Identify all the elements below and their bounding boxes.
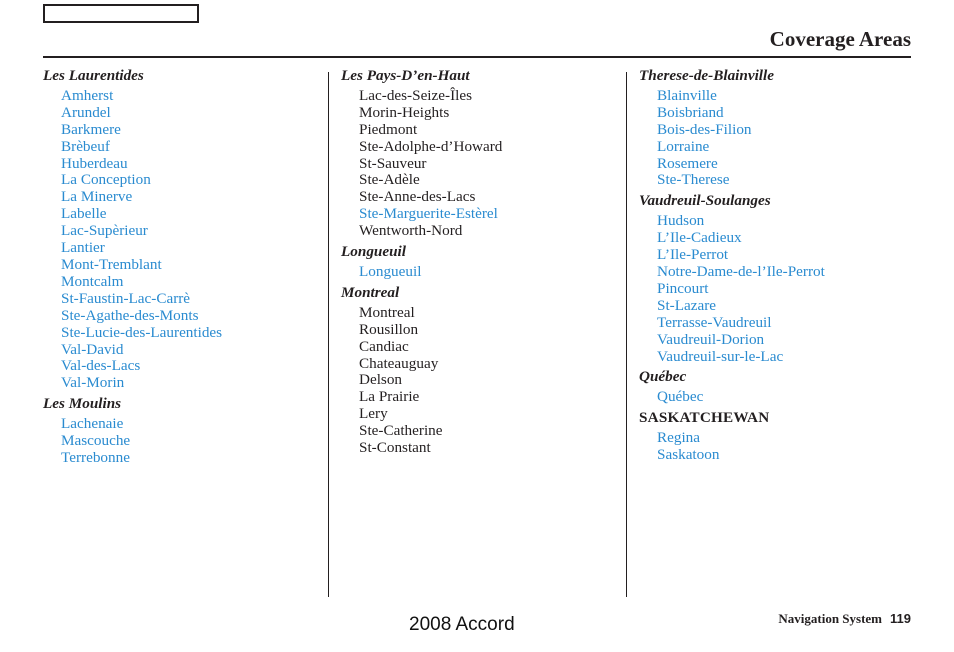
province-heading: SASKATCHEWAN bbox=[639, 409, 770, 427]
city-link[interactable]: Ste-Lucie-des-Laurentides bbox=[61, 323, 223, 341]
header-tab-box bbox=[43, 4, 199, 23]
city-link[interactable]: Vaudreuil-sur-le-Lac bbox=[657, 347, 784, 365]
section-heading: Therese-de-Blainville bbox=[639, 67, 774, 84]
city-link[interactable]: Amherst bbox=[61, 86, 114, 104]
city-name: St-Constant bbox=[359, 439, 431, 457]
section-heading: Les Moulins bbox=[43, 395, 122, 413]
page-title: Coverage Areas bbox=[769, 27, 911, 51]
city-name: Chateauguay bbox=[359, 354, 439, 372]
city-name: Rousillon bbox=[359, 320, 419, 338]
section-heading: Les Laurentides bbox=[43, 67, 144, 84]
city-link[interactable]: Regina bbox=[657, 429, 701, 447]
city-name: Piedmont bbox=[359, 120, 418, 138]
city-link[interactable]: St-Lazare bbox=[657, 296, 717, 314]
city-name: Montreal bbox=[359, 303, 415, 321]
city-link[interactable]: La Conception bbox=[61, 171, 151, 189]
city-link[interactable]: Vaudreuil-Dorion bbox=[657, 330, 765, 348]
city-name: Wentworth-Nord bbox=[359, 222, 463, 240]
city-link[interactable]: Labelle bbox=[61, 205, 107, 223]
city-link[interactable]: Pincourt bbox=[657, 279, 709, 297]
city-link[interactable]: La Minerve bbox=[61, 188, 133, 206]
city-link[interactable]: Mascouche bbox=[61, 432, 131, 450]
city-link[interactable]: Terrasse-Vaudreuil bbox=[657, 313, 772, 331]
city-link[interactable]: Montcalm bbox=[61, 272, 124, 290]
city-link[interactable]: Mont-Tremblant bbox=[61, 255, 162, 273]
column-2 bbox=[341, 68, 621, 457]
city-link[interactable]: Lac-Supèrieur bbox=[61, 222, 148, 240]
column-divider bbox=[626, 72, 627, 597]
city-link[interactable]: Hudson bbox=[657, 212, 705, 230]
city-link[interactable]: Val-Morin bbox=[61, 374, 125, 392]
section-heading: Vaudreuil-Soulanges bbox=[639, 192, 771, 210]
city-name: Ste-Adèle bbox=[359, 171, 420, 189]
section-heading: Montreal bbox=[341, 283, 400, 301]
city-link[interactable]: Longueuil bbox=[359, 262, 422, 280]
city-link[interactable]: Val-des-Lacs bbox=[61, 357, 141, 375]
city-link[interactable]: Notre-Dame-de-l’Ile-Perrot bbox=[657, 262, 825, 280]
city-name: Ste-Adolphe-d’Howard bbox=[359, 137, 503, 155]
footer-section-label bbox=[778, 611, 911, 627]
city-link[interactable]: Barkmere bbox=[61, 120, 121, 138]
city-link[interactable]: L’Ile-Cadieux bbox=[657, 229, 742, 247]
city-link[interactable]: Ste-Agathe-des-Monts bbox=[61, 306, 199, 324]
section-heading: Les Pays-D’en-Haut bbox=[341, 67, 470, 84]
city-link[interactable]: Boisbriand bbox=[657, 103, 724, 121]
city-link[interactable]: Lantier bbox=[61, 239, 105, 257]
city-link[interactable]: St-Faustin-Lac-Carrè bbox=[61, 289, 191, 307]
city-name: Lery bbox=[359, 405, 388, 423]
city-link[interactable]: Québec bbox=[657, 388, 704, 406]
city-link[interactable]: Ste-Marguerite-Estèrel bbox=[359, 205, 498, 223]
city-name: Delson bbox=[359, 371, 403, 389]
city-name: Morin-Heights bbox=[359, 103, 450, 121]
city-link[interactable]: Arundel bbox=[61, 103, 111, 121]
city-link[interactable]: Bois-des-Filion bbox=[657, 120, 752, 138]
city-link[interactable]: Huberdeau bbox=[61, 154, 128, 172]
city-link[interactable]: Blainville bbox=[657, 86, 717, 104]
city-link[interactable]: Val-David bbox=[61, 340, 124, 358]
city-name: St-Sauveur bbox=[359, 154, 427, 172]
city-link[interactable]: Saskatoon bbox=[657, 446, 720, 464]
city-name: Lac-des-Seize-Îles bbox=[359, 86, 472, 104]
city-link[interactable]: Ste-Therese bbox=[657, 171, 730, 189]
city-name: Ste-Catherine bbox=[359, 422, 443, 440]
footer-model: 2008 Accord bbox=[409, 614, 515, 635]
city-link[interactable]: Terrebonne bbox=[61, 448, 130, 466]
city-link[interactable]: L’Ile-Perrot bbox=[657, 246, 729, 264]
city-link[interactable]: Lorraine bbox=[657, 137, 710, 155]
column-3 bbox=[639, 68, 911, 464]
title-divider bbox=[43, 56, 911, 58]
city-link[interactable]: Rosemere bbox=[657, 154, 718, 172]
city-name: Candiac bbox=[359, 337, 409, 355]
column-divider bbox=[328, 72, 329, 597]
section-heading: Québec bbox=[639, 368, 687, 386]
footer-section-name: Navigation System bbox=[778, 611, 883, 626]
section-heading: Longueuil bbox=[341, 243, 406, 261]
city-link[interactable]: Lachenaie bbox=[61, 415, 124, 433]
city-name: La Prairie bbox=[359, 388, 420, 406]
city-name: Ste-Anne-des-Lacs bbox=[359, 188, 476, 206]
column-1 bbox=[43, 68, 323, 467]
page-number: 119 bbox=[890, 611, 911, 626]
city-link[interactable]: Brèbeuf bbox=[61, 137, 110, 155]
